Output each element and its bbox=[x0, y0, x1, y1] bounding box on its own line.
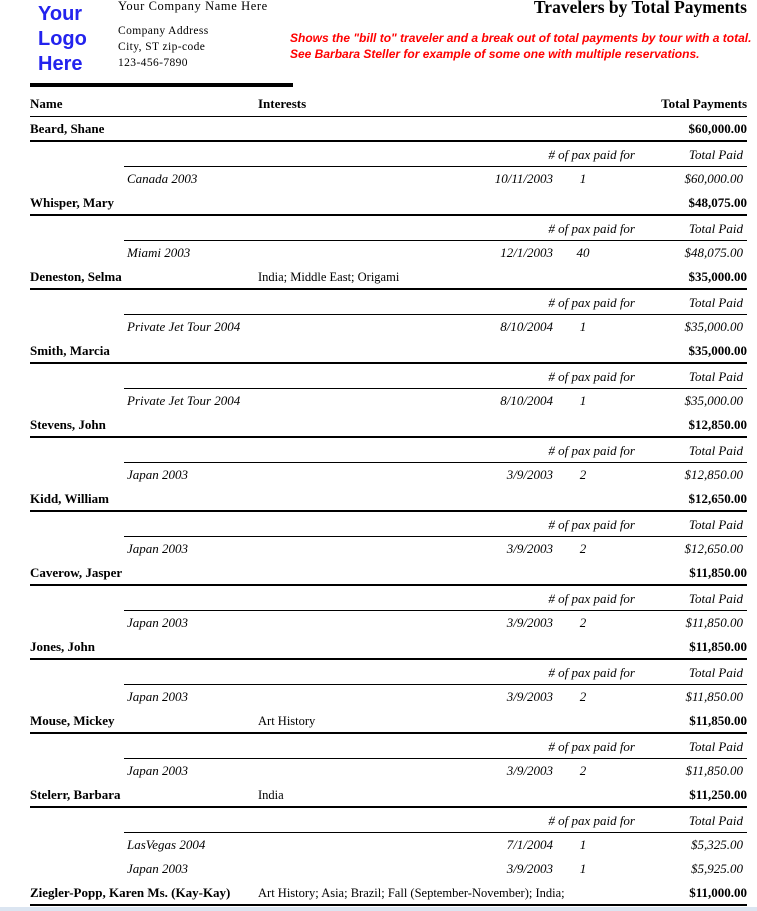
tour-pax-count: 1 bbox=[579, 319, 587, 334]
header-divider-rule bbox=[30, 83, 293, 87]
detail-section bbox=[0, 364, 757, 413]
tour-name: Japan 2003 bbox=[127, 541, 189, 556]
traveler-group bbox=[0, 561, 757, 635]
tour-detail-row bbox=[30, 611, 747, 635]
tour-total-paid: $5,325.00 bbox=[691, 837, 743, 852]
total-paid-header: Total Paid bbox=[688, 739, 743, 754]
report-groups bbox=[0, 117, 757, 906]
pax-header: # of pax paid for bbox=[548, 665, 635, 680]
tour-detail-row bbox=[30, 685, 747, 709]
detail-rows bbox=[0, 167, 757, 191]
detail-rows bbox=[0, 315, 757, 339]
detail-column-header bbox=[30, 660, 747, 684]
tour-detail-row bbox=[30, 759, 747, 783]
tour-detail-row bbox=[30, 241, 747, 265]
tour-name: Japan 2003 bbox=[127, 689, 189, 704]
traveler-name: Beard, Shane bbox=[30, 121, 105, 136]
detail-column-header bbox=[30, 586, 747, 610]
tour-detail-row bbox=[30, 463, 747, 487]
detail-column-header bbox=[30, 438, 747, 462]
traveler-name: Jones, John bbox=[30, 639, 96, 654]
detail-section bbox=[0, 216, 757, 265]
detail-section bbox=[0, 512, 757, 561]
tour-date: 3/9/2003 bbox=[506, 861, 553, 876]
tour-date: 3/9/2003 bbox=[506, 689, 553, 704]
tour-date: 3/9/2003 bbox=[506, 763, 553, 778]
column-header-name: Name bbox=[30, 96, 63, 111]
tour-name: Japan 2003 bbox=[127, 763, 189, 778]
traveler-total-payments: $11,000.00 bbox=[689, 885, 747, 900]
pax-header: # of pax paid for bbox=[548, 739, 635, 754]
traveler-group bbox=[0, 783, 757, 881]
traveler-name: Whisper, Mary bbox=[30, 195, 115, 210]
traveler-interests: Art History; Asia; Brazil; Fall (September-November); India; bbox=[258, 886, 565, 900]
detail-rows bbox=[0, 463, 757, 487]
tour-name: Private Jet Tour 2004 bbox=[127, 319, 241, 334]
column-header-total-payments: Total Payments bbox=[661, 96, 747, 111]
detail-section bbox=[0, 808, 757, 881]
traveler-summary-row bbox=[30, 635, 747, 660]
logo-line: Logo bbox=[38, 28, 87, 50]
company-phone: 123-456-7890 bbox=[118, 57, 188, 69]
traveler-total-payments: $12,650.00 bbox=[688, 491, 747, 506]
tour-pax-count: 2 bbox=[579, 763, 587, 778]
traveler-total-payments: $35,000.00 bbox=[688, 343, 747, 358]
traveler-summary-row bbox=[30, 339, 747, 364]
tour-pax-count: 40 bbox=[576, 245, 590, 260]
tour-total-paid: $60,000.00 bbox=[684, 171, 743, 186]
traveler-group bbox=[0, 339, 757, 413]
traveler-name: Ziegler-Popp, Karen Ms. (Kay-Kay) bbox=[30, 885, 231, 900]
traveler-total-payments: $60,000.00 bbox=[688, 121, 747, 136]
tour-detail-row bbox=[30, 167, 747, 191]
tour-name: Japan 2003 bbox=[127, 615, 189, 630]
company-address-line: City, ST zip-code bbox=[118, 41, 206, 53]
traveler-name: Stevens, John bbox=[30, 417, 106, 432]
detail-section bbox=[0, 290, 757, 339]
company-address bbox=[118, 23, 209, 71]
tour-pax-count: 1 bbox=[579, 393, 587, 408]
detail-section bbox=[0, 734, 757, 783]
traveler-interests: India; Middle East; Origami bbox=[258, 270, 400, 284]
total-paid-header: Total Paid bbox=[688, 369, 743, 384]
traveler-total-payments: $12,850.00 bbox=[688, 417, 747, 432]
tour-pax-count: 1 bbox=[579, 837, 587, 852]
tour-total-paid: $12,850.00 bbox=[684, 467, 743, 482]
window-edge-strip bbox=[0, 907, 757, 911]
detail-section bbox=[0, 660, 757, 709]
company-address-line: Company Address bbox=[118, 25, 209, 37]
detail-rows bbox=[0, 685, 757, 709]
traveler-total-payments: $35,000.00 bbox=[688, 269, 747, 284]
traveler-total-payments: $11,850.00 bbox=[689, 639, 747, 654]
traveler-summary-row bbox=[30, 191, 747, 216]
traveler-summary-row bbox=[30, 265, 747, 290]
detail-column-header bbox=[30, 142, 747, 166]
traveler-total-payments: $11,250.00 bbox=[689, 787, 747, 802]
tour-name: LasVegas 2004 bbox=[127, 837, 206, 852]
tour-pax-count: 2 bbox=[579, 541, 587, 556]
detail-rows bbox=[0, 759, 757, 783]
detail-column-header bbox=[30, 734, 747, 758]
detail-rows bbox=[0, 537, 757, 561]
tour-total-paid: $5,925.00 bbox=[691, 861, 743, 876]
pax-header: # of pax paid for bbox=[548, 221, 635, 236]
tour-detail-row bbox=[30, 833, 747, 857]
tour-name: Private Jet Tour 2004 bbox=[127, 393, 241, 408]
detail-rows bbox=[0, 611, 757, 635]
tour-total-paid: $48,075.00 bbox=[684, 245, 743, 260]
tour-name: Miami 2003 bbox=[127, 245, 191, 260]
tour-name: Japan 2003 bbox=[127, 467, 189, 482]
detail-section bbox=[0, 586, 757, 635]
traveler-group bbox=[0, 117, 757, 191]
column-header-interests: Interests bbox=[258, 96, 307, 111]
tour-date: 7/1/2004 bbox=[506, 837, 553, 852]
traveler-group bbox=[0, 635, 757, 709]
company-name: Your Company Name Here bbox=[118, 0, 268, 13]
pax-header: # of pax paid for bbox=[548, 443, 635, 458]
tour-total-paid: $12,650.00 bbox=[684, 541, 743, 556]
pax-header: # of pax paid for bbox=[548, 147, 635, 162]
total-paid-header: Total Paid bbox=[688, 665, 743, 680]
logo-line: Here bbox=[38, 53, 83, 75]
traveler-interests: India bbox=[258, 788, 284, 802]
tour-pax-count: 2 bbox=[579, 615, 587, 630]
total-paid-header: Total Paid bbox=[688, 221, 743, 236]
tour-detail-row bbox=[30, 389, 747, 413]
traveler-group bbox=[0, 709, 757, 783]
total-paid-header: Total Paid bbox=[688, 147, 743, 162]
pax-header: # of pax paid for bbox=[548, 295, 635, 310]
detail-section bbox=[0, 438, 757, 487]
tour-date: 12/1/2003 bbox=[500, 245, 553, 260]
traveler-summary-row bbox=[30, 487, 747, 512]
traveler-name: Caverow, Jasper bbox=[30, 565, 123, 580]
tour-total-paid: $11,850.00 bbox=[685, 615, 743, 630]
tour-date: 8/10/2004 bbox=[500, 319, 553, 334]
traveler-group bbox=[0, 191, 757, 265]
traveler-name: Stelerr, Barbara bbox=[30, 787, 121, 802]
traveler-interests: Art History bbox=[258, 714, 316, 728]
traveler-total-payments: $11,850.00 bbox=[689, 713, 747, 728]
traveler-group bbox=[0, 881, 757, 906]
tour-date: 3/9/2003 bbox=[506, 615, 553, 630]
tour-pax-count: 1 bbox=[579, 861, 587, 876]
tour-total-paid: $35,000.00 bbox=[684, 319, 743, 334]
tour-date: 8/10/2004 bbox=[500, 393, 553, 408]
traveler-summary-row bbox=[30, 561, 747, 586]
tour-name: Canada 2003 bbox=[127, 171, 198, 186]
detail-column-header bbox=[30, 364, 747, 388]
total-paid-header: Total Paid bbox=[688, 295, 743, 310]
pax-header: # of pax paid for bbox=[548, 369, 635, 384]
traveler-summary-row bbox=[30, 783, 747, 808]
detail-column-header bbox=[30, 216, 747, 240]
tour-detail-row bbox=[30, 537, 747, 561]
traveler-summary-row bbox=[30, 413, 747, 438]
traveler-total-payments: $48,075.00 bbox=[688, 195, 747, 210]
detail-column-header bbox=[30, 290, 747, 314]
tour-date: 10/11/2003 bbox=[494, 171, 553, 186]
traveler-group bbox=[0, 487, 757, 561]
logo-line: Your bbox=[38, 3, 83, 25]
traveler-name: Mouse, Mickey bbox=[30, 713, 115, 728]
tour-pax-count: 1 bbox=[579, 171, 587, 186]
detail-rows bbox=[0, 833, 757, 881]
detail-column-header bbox=[30, 808, 747, 832]
traveler-summary-row bbox=[30, 881, 747, 906]
detail-column-header bbox=[30, 512, 747, 536]
pax-header: # of pax paid for bbox=[548, 813, 635, 828]
company-logo bbox=[38, 2, 87, 77]
total-paid-header: Total Paid bbox=[688, 517, 743, 532]
tour-total-paid: $35,000.00 bbox=[684, 393, 743, 408]
total-paid-header: Total Paid bbox=[688, 591, 743, 606]
total-paid-header: Total Paid bbox=[688, 443, 743, 458]
tour-pax-count: 2 bbox=[579, 689, 587, 704]
tour-total-paid: $11,850.00 bbox=[685, 763, 743, 778]
tour-name: Japan 2003 bbox=[127, 861, 189, 876]
tour-detail-row bbox=[30, 315, 747, 339]
tour-pax-count: 2 bbox=[579, 467, 587, 482]
detail-rows bbox=[0, 389, 757, 413]
traveler-group bbox=[0, 413, 757, 487]
tour-date: 3/9/2003 bbox=[506, 541, 553, 556]
pax-header: # of pax paid for bbox=[548, 591, 635, 606]
report-header bbox=[0, 0, 757, 95]
traveler-summary-row bbox=[30, 709, 747, 734]
traveler-name: Deneston, Selma bbox=[30, 269, 122, 284]
table-column-header bbox=[30, 95, 747, 117]
report-title: Travelers by Total Payments bbox=[533, 0, 747, 17]
traveler-summary-row bbox=[30, 117, 747, 142]
traveler-name: Kidd, William bbox=[30, 491, 109, 506]
tour-date: 3/9/2003 bbox=[506, 467, 553, 482]
traveler-group bbox=[0, 265, 757, 339]
pax-header: # of pax paid for bbox=[548, 517, 635, 532]
traveler-total-payments: $11,850.00 bbox=[689, 565, 747, 580]
traveler-name: Smith, Marcia bbox=[30, 343, 110, 358]
tour-detail-row bbox=[30, 857, 747, 881]
total-paid-header: Total Paid bbox=[688, 813, 743, 828]
detail-section bbox=[0, 142, 757, 191]
report-description-note: Shows the "bill to" traveler and a break out of total payments by tour with a total. See Barbara Steller for example of some one with multiple reservations. bbox=[290, 31, 752, 61]
tour-total-paid: $11,850.00 bbox=[685, 689, 743, 704]
detail-rows bbox=[0, 241, 757, 265]
